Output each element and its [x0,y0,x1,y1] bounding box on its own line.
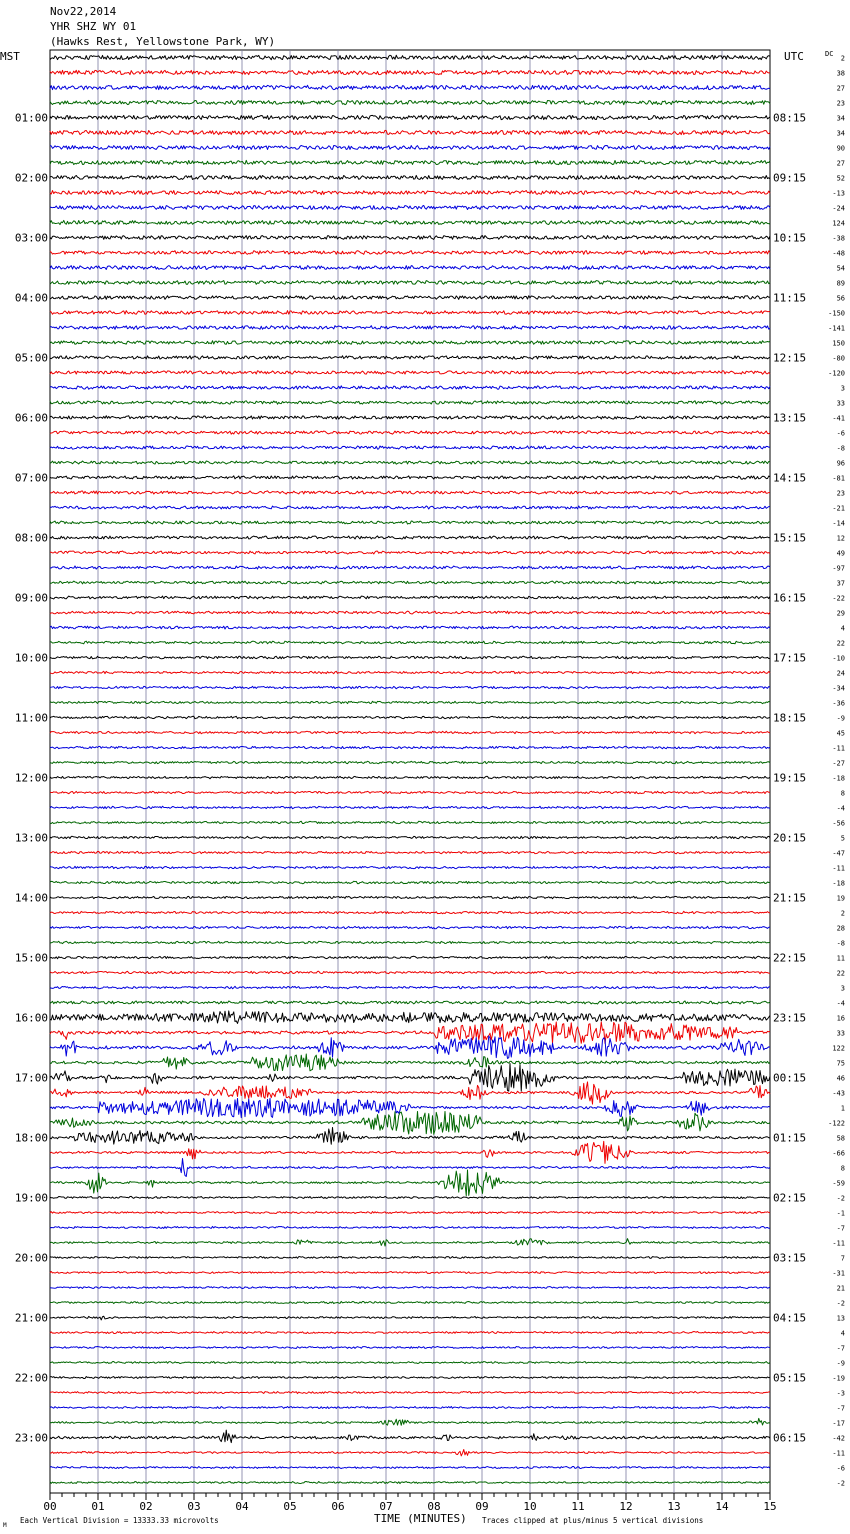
mst-hour-label: 10:00 [14,651,48,665]
dc-offset-label: -6 [836,1464,845,1473]
axis-labels [15,55,845,1514]
dc-offset-label: 33 [836,399,845,408]
dc-offset-label: 8 [840,789,845,798]
trace-row [50,1286,770,1288]
scale-note: Each Vertical Division = 13333.33 microvolts [20,1516,219,1525]
x-tick-label: 06 [331,1500,345,1513]
trace-row [50,1406,770,1408]
dc-offset-label: -10 [832,654,845,663]
trace-row [50,926,770,929]
dc-offset-label: 90 [836,144,845,153]
trace-row [50,1346,770,1348]
utc-hour-label: 19:15 [773,771,807,785]
trace-row [50,956,770,959]
trace-row [50,206,770,210]
dc-offset-label: 19 [836,894,845,903]
mst-hour-label: 13:00 [14,831,48,845]
dc-offset-label: 122 [832,1044,845,1053]
mst-hour-label: 05:00 [14,351,48,365]
trace-row [50,761,770,763]
dc-offset-label: -27 [832,759,845,768]
trace-row [50,1036,770,1058]
dc-offset-label: -41 [832,414,845,423]
trace-row [50,356,770,359]
dc-offset-label: 33 [836,1029,845,1038]
trace-row [50,341,770,345]
dc-offset-label: -48 [832,249,845,258]
dc-offset-label: 45 [836,729,845,738]
x-tick-label: 12 [619,1500,633,1513]
trace-row [50,70,770,74]
dc-offset-label: -2 [836,1479,845,1488]
dc-offset-label: 34 [836,114,845,123]
mst-hour-label: 06:00 [14,411,48,425]
x-tick-label: 02 [139,1500,153,1513]
trace-row [50,371,770,375]
dc-offset-label: 4 [840,624,845,633]
right-timezone-label: UTC [784,50,804,63]
dc-offset-label: -19 [832,1374,845,1383]
trace-row [50,1466,770,1468]
trace-row [50,1082,770,1104]
trace-row [50,716,770,718]
dc-offset-label: -11 [832,744,845,753]
header-location: (Hawks Rest, Yellowstone Park, WY) [50,35,276,48]
trace-group [50,55,770,1483]
trace-row [50,115,770,119]
dc-offset-label: 2 [840,909,845,918]
mst-hour-label: 03:00 [14,231,48,245]
trace-row [50,1226,770,1228]
trace-row [50,746,770,748]
trace-row [50,1211,770,1213]
trace-row [50,1376,770,1378]
mst-hour-label: 08:00 [14,531,48,545]
x-tick-label: 15 [763,1500,777,1513]
trace-row [50,461,770,464]
dc-offset-label: 49 [836,549,845,558]
trace-row [50,1011,770,1023]
utc-hour-label: 11:15 [773,291,807,305]
dc-offset-label: 150 [832,339,845,348]
dc-offset-label: -7 [836,1224,845,1233]
trace-row [50,626,770,629]
utc-hour-label: 17:15 [773,651,807,665]
x-tick-label: 11 [571,1500,585,1513]
trace-row [50,1022,770,1043]
utc-hour-label: 18:15 [773,711,807,725]
dc-offset-label: -4 [836,804,845,813]
trace-row [50,85,770,89]
trace-row [50,686,770,689]
utc-hour-label: 05:15 [773,1371,807,1385]
mst-hour-label: 15:00 [14,951,48,965]
dc-offset-label: -56 [832,819,845,828]
mst-hour-label: 09:00 [14,591,48,605]
dc-offset-label: 52 [836,174,845,183]
dc-offset-label: 54 [836,264,845,273]
trace-row [50,1170,770,1196]
dc-offset-label: 27 [836,159,845,168]
trace-row [50,1301,770,1303]
dc-offset-label: -7 [836,1404,845,1413]
utc-hour-label: 03:15 [773,1251,807,1265]
trace-row [50,296,770,300]
trace-row [50,911,770,913]
dc-offset-label: -6 [836,429,845,438]
trace-row [50,881,770,883]
utc-hour-label: 00:15 [773,1071,807,1085]
dc-offset-label: -13 [832,189,845,198]
dc-offset-label: -59 [832,1179,845,1188]
utc-hour-label: 13:15 [773,411,807,425]
mst-hour-label: 22:00 [14,1371,48,1385]
trace-row [50,611,770,614]
trace-row [50,821,770,823]
dc-offset-label: -2 [836,1299,845,1308]
left-timezone-label: MST [0,50,20,63]
utc-hour-label: 23:15 [773,1011,807,1025]
trace-row [50,446,770,449]
corner-mark: M [3,1522,7,1529]
dc-offset-label: -3 [836,1389,845,1398]
trace-row [50,311,770,315]
dc-offset-label: -11 [832,1239,845,1248]
trace-row [50,1111,770,1134]
dc-offset-label: 56 [836,294,845,303]
mst-hour-label: 07:00 [14,471,48,485]
trace-row [50,1331,770,1333]
trace-row [50,251,770,255]
dc-offset-label: -9 [836,714,845,723]
utc-hour-label: 16:15 [773,591,807,605]
dc-offset-label: -9 [836,1359,845,1368]
dc-offset-label: 96 [836,459,845,468]
dc-offset-label: -80 [832,354,845,363]
trace-row [50,596,770,599]
trace-row [50,130,770,134]
x-tick-label: 03 [187,1500,201,1513]
dc-offset-label: 13 [836,1314,845,1323]
trace-row [50,1158,770,1176]
mst-hour-label: 12:00 [14,771,48,785]
dc-offset-label: 12 [836,534,845,543]
utc-hour-label: 08:15 [773,111,807,125]
x-tick-label: 09 [475,1500,489,1513]
dc-offset-label: -18 [832,879,845,888]
mst-hour-label: 19:00 [14,1191,48,1205]
dc-offset-label: -97 [832,564,845,573]
dc-offset-label: -2 [836,1194,845,1203]
dc-offset-label: 34 [836,129,845,138]
dc-offset-label: 11 [836,954,845,963]
dc-offset-label: -17 [832,1419,845,1428]
dc-offset-label: -21 [832,504,845,513]
dc-offset-label: 1 [840,1104,845,1113]
trace-row [50,1418,770,1425]
mst-hour-label: 23:00 [14,1431,48,1445]
dc-offset-label: 22 [836,969,845,978]
dc-offset-label: -42 [832,1434,845,1443]
trace-row [50,806,770,809]
trace-row [50,731,770,734]
dc-offset-label: -34 [832,684,845,693]
utc-hour-label: 15:15 [773,531,807,545]
mst-hour-label: 04:00 [14,291,48,305]
dc-offset-label: -36 [832,699,845,708]
trace-row [50,281,770,285]
clip-note: Traces clipped at plus/minus 5 vertical divisions [482,1516,704,1525]
trace-row [50,941,770,944]
trace-row [50,521,770,524]
dc-offset-label: -122 [828,1119,845,1128]
mst-hour-label: 20:00 [14,1251,48,1265]
x-tick-label: 01 [91,1500,105,1513]
dc-offset-label: -150 [828,309,845,318]
dc-offset-label: -4 [836,999,845,1008]
dc-offset-label: -18 [832,774,845,783]
x-axis-title: TIME (MINUTES) [374,1512,467,1525]
dc-offset-label: 8 [840,1164,845,1173]
trace-row [50,896,770,898]
utc-hour-label: 01:15 [773,1131,807,1145]
dc-offset-label: 24 [836,669,845,678]
mst-hour-label: 11:00 [14,711,48,725]
trace-row [50,866,770,868]
trace-row [50,55,770,60]
dc-offset-label: -14 [832,519,845,528]
mst-hour-label: 02:00 [14,171,48,185]
trace-row [50,1481,770,1483]
dc-offset-label: 29 [836,609,845,618]
trace-row [50,986,770,988]
trace-row [50,431,770,434]
trace-row [50,386,770,389]
dc-offset-label: -31 [832,1269,845,1278]
trace-row [50,476,770,479]
dc-offset-label: -11 [832,1449,845,1458]
dc-offset-label: 58 [836,1134,845,1143]
dc-offset-label: 46 [836,1074,845,1083]
dc-offset-label: 28 [836,924,845,933]
trace-row [50,236,770,240]
trace-row [50,100,770,104]
dc-offset-label: 2 [840,54,845,63]
dc-offset-label: -66 [832,1149,845,1158]
mst-hour-label: 14:00 [14,891,48,905]
trace-row [50,1430,770,1443]
dc-offset-label: -11 [832,864,845,873]
dc-offset-label: -38 [832,234,845,243]
trace-row [50,1141,770,1163]
trace-row [50,191,770,195]
dc-offset-label: 21 [836,1284,845,1293]
x-tick-label: 07 [379,1500,393,1513]
trace-row [50,326,770,330]
trace-row [50,566,770,569]
mst-hour-label: 01:00 [14,111,48,125]
trace-row [50,1450,770,1456]
dc-offset-label: -24 [832,204,845,213]
utc-hour-label: 20:15 [773,831,807,845]
trace-row [50,851,770,853]
trace-row [50,1316,770,1320]
trace-row [50,506,770,509]
dc-offset-label: -8 [836,939,845,948]
trace-row [50,220,770,224]
trace-row [50,1361,770,1363]
trace-row [50,145,770,149]
dc-offset-label: -7 [836,1344,845,1353]
dc-offset-label: 3 [840,984,845,993]
utc-hour-label: 12:15 [773,351,807,365]
trace-row [50,1054,770,1071]
x-tick-label: 08 [427,1500,441,1513]
x-tick-label: 14 [715,1500,729,1513]
dc-offset-label: 75 [836,1059,845,1068]
trace-row [50,776,770,778]
trace-row [50,1256,770,1258]
trace-row [50,836,770,838]
trace-row [50,701,770,703]
x-tick-label: 10 [523,1500,537,1513]
mst-hour-label: 21:00 [14,1311,48,1325]
trace-row [50,491,770,494]
x-tick-label: 00 [43,1500,57,1513]
dc-offset-label: 23 [836,489,845,498]
trace-row [50,401,770,404]
utc-hour-label: 21:15 [773,891,807,905]
dc-offset-label: 37 [836,579,845,588]
trace-row [50,971,770,973]
trace-row [50,1127,770,1144]
trace-row [50,1271,770,1273]
mst-hour-label: 16:00 [14,1011,48,1025]
dc-offset-label: 16 [836,1014,845,1023]
trace-row [50,641,770,644]
dc-offset-label: 5 [840,834,845,843]
trace-row [50,1064,770,1092]
dc-offset-label: -8 [836,444,845,453]
utc-hour-label: 22:15 [773,951,807,965]
dc-offset-label: 124 [832,219,845,228]
header-station: YHR SHZ WY 01 [50,20,137,33]
dc-offset-label: -1 [836,1209,845,1218]
x-tick-label: 13 [667,1500,681,1513]
header-date: Nov22,2014 [50,5,117,18]
trace-row [50,581,770,584]
utc-hour-label: 06:15 [773,1431,807,1445]
plot-frame [50,50,770,1493]
dc-offset-label: 22 [836,639,845,648]
trace-row [50,1391,770,1393]
utc-hour-label: 10:15 [773,231,807,245]
trace-row [50,551,770,554]
dc-offset-label: -22 [832,594,845,603]
trace-row [50,656,770,659]
dc-offset-label: 7 [840,1254,845,1263]
dc-column-header: DC [825,50,834,58]
trace-row [50,175,770,179]
trace-row [50,416,770,420]
dc-offset-label: 38 [836,69,845,78]
dc-offset-label: 89 [836,279,845,288]
dc-offset-label: -81 [832,474,845,483]
utc-hour-label: 09:15 [773,171,807,185]
dc-offset-label: -43 [832,1089,845,1098]
dc-offset-label: 3 [840,384,845,393]
trace-row [50,160,770,164]
dc-offset-label: 4 [840,1329,845,1338]
utc-hour-label: 04:15 [773,1311,807,1325]
x-tick-label: 05 [283,1500,297,1513]
trace-row [50,1001,770,1004]
trace-row [50,1098,770,1117]
dc-offset-label: -141 [828,324,845,333]
trace-row [50,266,770,270]
trace-row [50,1196,770,1198]
trace-row [50,536,770,539]
trace-row [50,791,770,793]
dc-offset-label: 27 [836,84,845,93]
dc-offset-label: 23 [836,99,845,108]
mst-hour-label: 18:00 [14,1131,48,1145]
trace-row [50,1239,770,1246]
utc-hour-label: 02:15 [773,1191,807,1205]
mst-hour-label: 17:00 [14,1071,48,1085]
utc-hour-label: 14:15 [773,471,807,485]
trace-row [50,671,770,673]
dc-offset-label: -120 [828,369,845,378]
dc-offset-label: -47 [832,849,845,858]
x-tick-label: 04 [235,1500,249,1513]
